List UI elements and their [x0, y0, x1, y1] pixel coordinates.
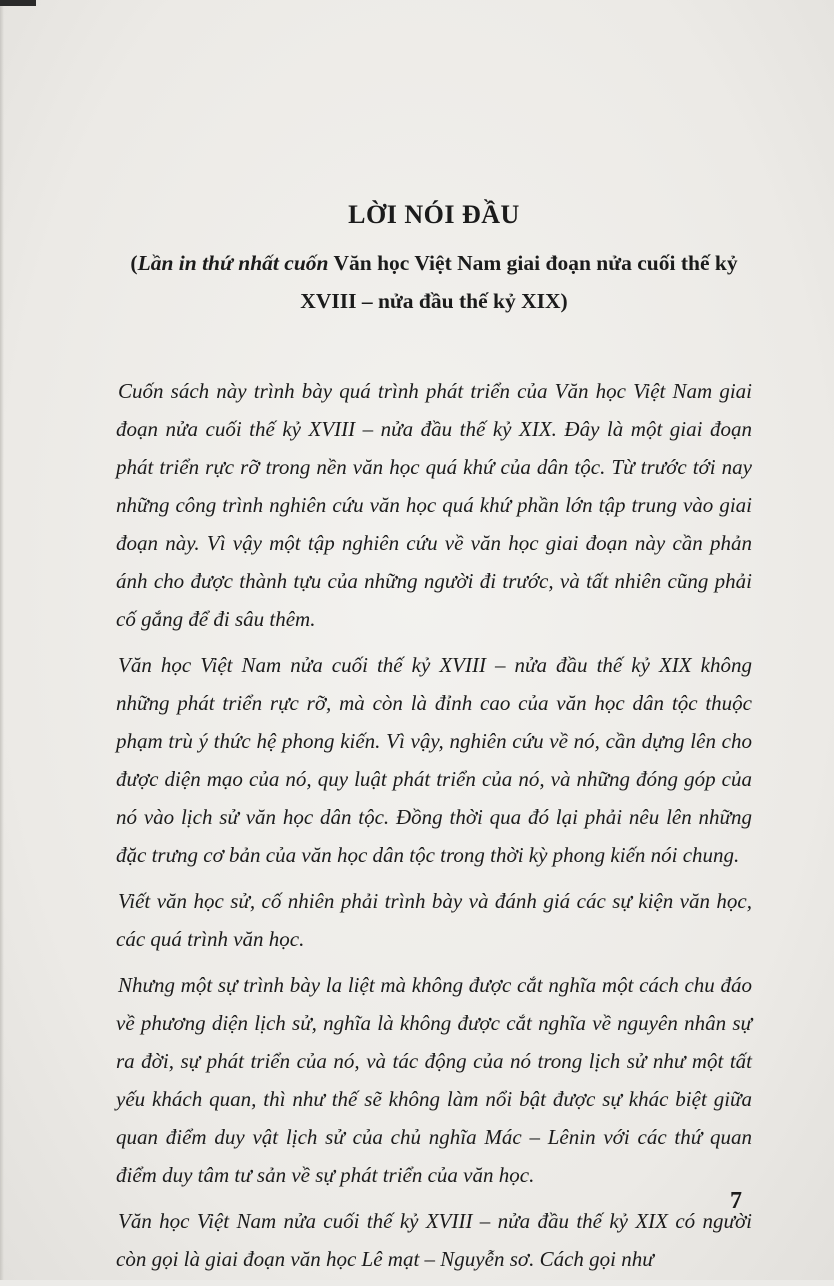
subtitle-italic-part: Lần in thứ nhất cuốn: [137, 251, 329, 275]
subtitle-close-paren: ): [560, 289, 568, 313]
paragraph: Văn học Việt Nam nửa cuối thế kỷ XVIII – nửa đầu thế kỷ XIX có người còn gọi là giai đoạn văn học Lê mạt – Nguyễn sơ. Cách gọi như: [116, 1209, 752, 1271]
subtitle-book-title: Văn học Việt Nam giai đoạn nửa cuối thế kỷ XVIII – nửa đầu thế kỷ XIX: [300, 251, 738, 313]
subtitle-open-paren: (: [130, 251, 138, 275]
paragraph: Văn học Việt Nam nửa cuối thế kỷ XVIII – nửa đầu thế kỷ XIX không những phát triển rực rỡ, mà còn là đỉnh cao của văn học dân tộc thuộc phạm trù ý thức hệ phong kiến. Vì vậy, nghiên cứu về nó, cần dựng lên cho được diện mạo của nó, quy luật phát triển của nó, và những đóng góp của nó vào lịch sử văn học dân tộc. Đồng thời qua đó lại phải nêu lên những đặc trưng cơ bản của văn học dân tộc trong thời kỳ phong kiến nói chung.: [116, 653, 752, 867]
page-edge: [0, 0, 4, 1280]
paragraph: Cuốn sách này trình bày quá trình phát triển của Văn học Việt Nam giai đoạn nửa cuối thế kỷ XVIII – nửa đầu thế kỷ XIX. Đây là một giai đoạn phát triển rực rỡ trong nền văn học quá khứ của dân tộc. Từ trước tới nay những công trình nghiên cứu văn học quá khứ phần lớn tập trung vào giai đoạn này. Vì vậy một tập nghiên cứu về văn học giai đoạn này cần phản ánh cho được thành tựu của những người đi trước, và tất nhiên cũng phải cố gắng để đi sâu thêm.: [116, 379, 752, 631]
paragraph: Nhưng một sự trình bày la liệt mà không được cắt nghĩa một cách chu đáo về phương diện lịch sử, nghĩa là không được cắt nghĩa về nguyên nhân sự ra đời, sự phát triển của nó, và tác động của nó trong lịch sử như một tất yếu khách quan, thì như thế sẽ không làm nổi bật được sự khác biệt giữa quan điểm duy vật lịch sử của chủ nghĩa Mác – Lênin với các thứ quan điểm duy tâm tư sản về sự phát triển của văn học.: [116, 973, 752, 1187]
page-subtitle: [116, 244, 752, 320]
page-title: LỜI NÓI ĐẦU: [348, 200, 520, 229]
page-content: [116, 200, 752, 1286]
paragraph: Viết văn học sử, cố nhiên phải trình bày và đánh giá các sự kiện văn học, các quá trình văn học.: [116, 889, 752, 951]
page-number: 7: [730, 1188, 742, 1214]
corner-mark: [0, 0, 36, 6]
